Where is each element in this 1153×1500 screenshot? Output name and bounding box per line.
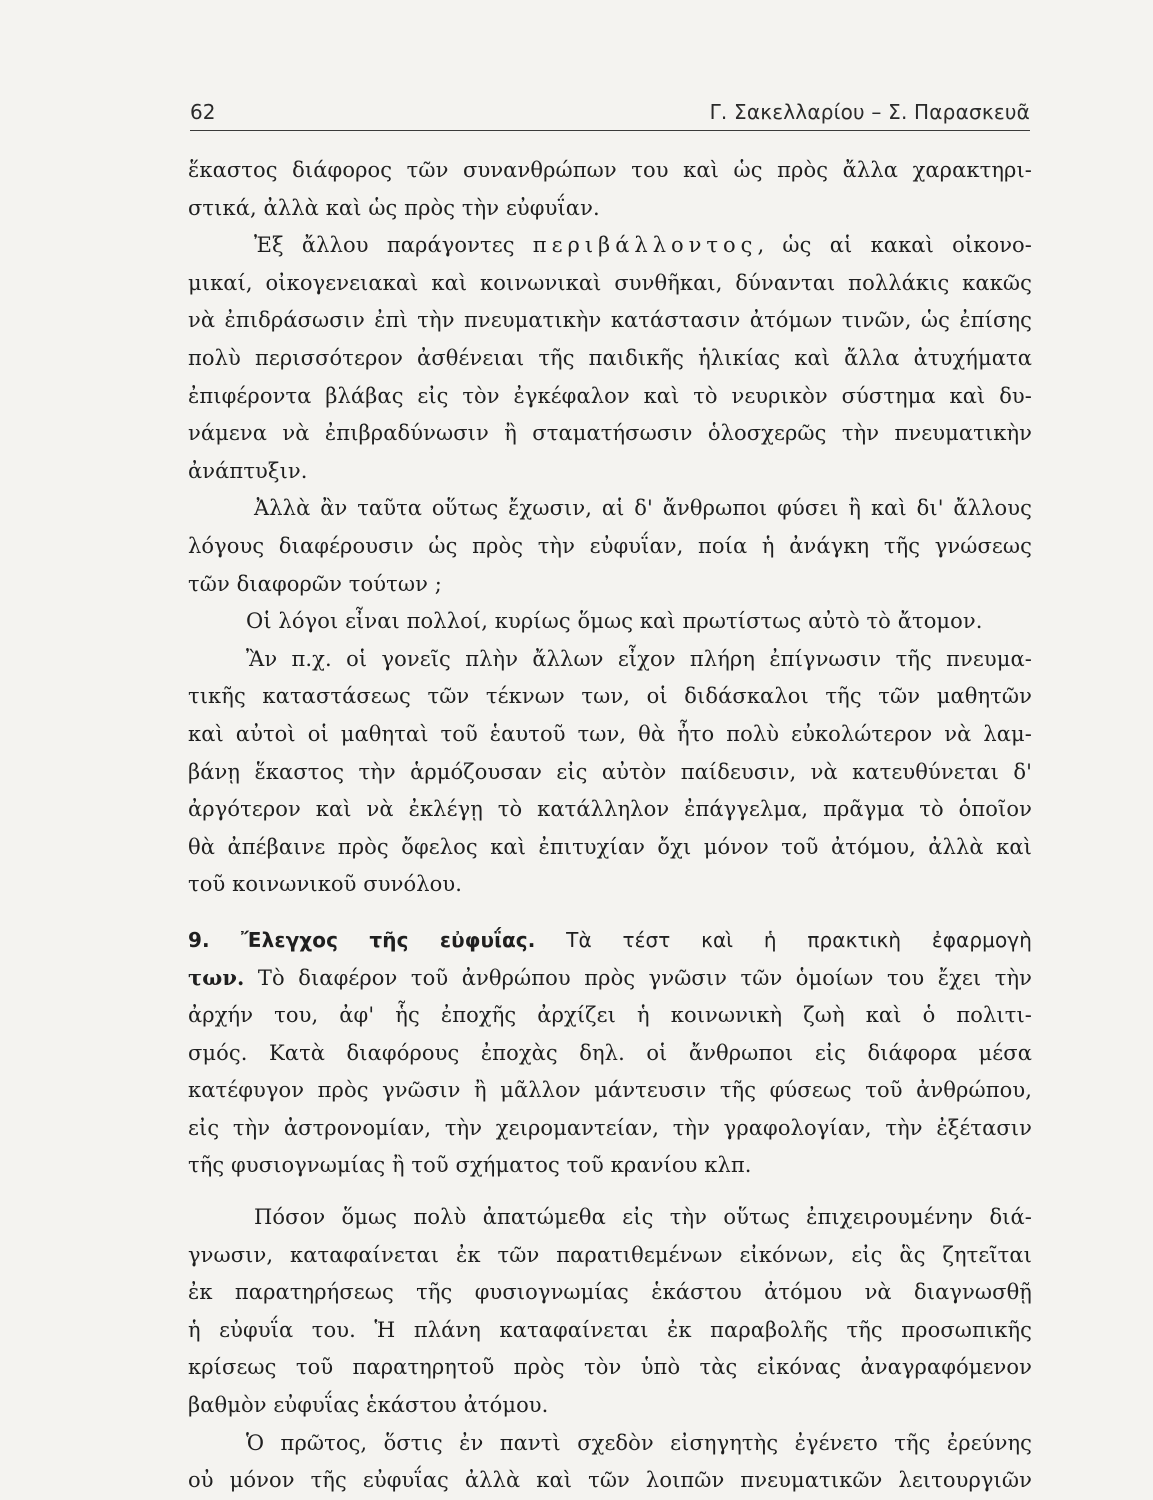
text-line: μικαί, οἰκογενειακαὶ καὶ κοινωνικαὶ συνθῆκαι, δύνανται πολλάκις κακῶς	[188, 270, 1032, 295]
text-line: ἐκ παρατηρήσεως τῆς φυσιογνωμίας ἑκάστου ἀτόμου νὰ διαγνωσθῇ	[188, 1280, 1032, 1305]
text-line: Ἂν π.χ. οἱ γονεῖς πλὴν ἄλλων εἶχον πλήρη ἐπίγνωσιν τῆς πνευμα-	[246, 646, 1032, 671]
text-line: των. Τὸ διαφέρον τοῦ ἀνθρώπου πρὸς γνῶσιν τῶν ὁμοίων του ἔχει τὴν	[188, 965, 1032, 991]
text-line: Ἐξ ἄλλου παράγοντες περιβάλλοντος, ὡς αἱ κακαὶ οἰκονο-	[254, 233, 1032, 258]
text-line: νὰ ἐπιδράσωσιν ἐπὶ τὴν πνευματικὴν κατάστασιν ἀτόμων τινῶν, ὡς ἐπίσης	[188, 308, 1032, 333]
text-line: νάμενα νὰ ἐπιβραδύνωσιν ἢ σταματήσωσιν ὁλοσχερῶς τὴν πνευματικὴν	[188, 421, 1032, 446]
spaced-term: περιβάλλοντος	[532, 233, 758, 258]
text-line: τῆς φυσιογνωμίας ἢ τοῦ σχήματος τοῦ κρανίου κλπ.	[188, 1153, 752, 1178]
text-line: Ὁ πρῶτος, ὅστις ἐν παντὶ σχεδὸν εἰσηγητὴς ἐγένετο τῆς ἐρεύνης	[246, 1430, 1032, 1455]
text-line: Οἱ λόγοι εἶναι πολλοί, κυρίως ὅμως καὶ πρωτίστως αὐτὸ τὸ ἄτομον.	[246, 609, 983, 634]
text-line: οὐ μόνον τῆς εὐφυΐας ἀλλὰ καὶ τῶν λοιπῶν πνευματικῶν λειτουργιῶν	[188, 1468, 1032, 1493]
text-line: σμός. Κατὰ διαφόρους ἐποχὰς δηλ. οἱ ἄνθρωποι εἰς διάφορα μέσα	[188, 1040, 1032, 1065]
text-line: ἀνάπτυξιν.	[188, 458, 308, 483]
text-line: κρίσεως τοῦ παρατηρητοῦ πρὸς τὸν ὑπὸ τὰς εἰκόνας ἀναγραφόμενον	[188, 1355, 1032, 1380]
text-line: ἕκαστος διάφορος τῶν συνανθρώπων του καὶ ὡς πρὸς ἄλλα χαρακτηρι-	[188, 158, 1032, 182]
text-line: γνωσιν, καταφαίνεται ἐκ τῶν παρατιθεμένων εἰκόνων, εἰς ἃς ζητεῖται	[188, 1242, 1032, 1267]
body-text	[188, 152, 1032, 1500]
section-heading-line: 9. Ἔλεγχος τῆς εὐφυΐας. Τὰ τέστ καὶ ἡ πρακτικὴ ἐφαρμογὴ	[188, 927, 1033, 952]
text-line: βαθμὸν εὐφυΐας ἑκάστου ἀτόμου.	[188, 1393, 549, 1417]
text-line: στικά, ἀλλὰ καὶ ὡς πρὸς τὴν εὐφυΐαν.	[188, 195, 600, 220]
text-line: βάνῃ ἕκαστος τὴν ἁρμόζουσαν εἰς αὐτὸν παίδευσιν, νὰ κατευθύνεται δ'	[188, 759, 1032, 784]
text-line: λόγους διαφέρουσιν ὡς πρὸς τὴν εὐφυΐαν, ποία ἡ ἀνάγκη τῆς γνώσεως	[188, 533, 1032, 558]
text-line: ἀργότερον καὶ νὰ ἐκλέγῃ τὸ κατάλληλον ἐπάγγελμα, πρᾶγμα τὸ ὁποῖον	[188, 797, 1032, 822]
text-line: τικῆς καταστάσεως τῶν τέκνων των, οἱ διδάσκαλοι τῆς τῶν μαθητῶν	[188, 684, 1032, 709]
text-line: ἐπιφέροντα βλάβας εἰς τὸν ἐγκέφαλον καὶ τὸ νευρικὸν σύστημα καὶ δυ-	[188, 383, 1032, 408]
text-line: ἀρχήν του, ἀφ' ἧς ἐποχῆς ἀρχίζει ἡ κοινωνικὴ ζωὴ καὶ ὁ πολιτι-	[188, 1003, 1032, 1028]
text-line: τοῦ κοινωνικοῦ συνόλου.	[188, 872, 463, 897]
text-line: καὶ αὐτοὶ οἱ μαθηταὶ τοῦ ἑαυτοῦ των, θὰ ἦτο πολὺ εὐκολώτερον νὰ λαμ-	[188, 721, 1032, 746]
text-line: ἡ εὐφυΐα του. Ἡ πλάνη καταφαίνεται ἐκ παραβολῆς τῆς προσωπικῆς	[188, 1317, 1032, 1342]
text-line: πολὺ περισσότερον ἀσθένειαι τῆς παιδικῆς ἡλικίας καὶ ἄλλα ἀτυχήματα	[188, 345, 1032, 370]
text-line: Πόσον ὅμως πολὺ ἀπατώμεθα εἰς τὴν οὕτως ἐπιχειρουμένην διά-	[254, 1205, 1032, 1230]
text-line: τῶν διαφορῶν τούτων ;	[188, 571, 442, 596]
text-line: θὰ ἀπέβαινε πρὸς ὄφελος καὶ ἐπιτυχίαν ὄχι μόνον τοῦ ἀτόμου, ἀλλὰ καὶ	[188, 834, 1032, 859]
section-heading: 9. Ἔλεγχος τῆς εὐφυΐας.	[188, 927, 536, 952]
running-title: Γ. Σακελλαρίου – Σ. Παρασκευᾶ	[709, 100, 1030, 124]
page-header	[190, 96, 1030, 131]
text-line: Ἀλλὰ ἂν ταῦτα οὕτως ἔχωσιν, αἱ δ' ἄνθρωποι φύσει ἢ καὶ δι' ἄλλους	[254, 496, 1032, 521]
text-line: εἰς τὴν ἀστρονομίαν, τὴν χειρομαντείαν, τὴν γραφολογίαν, τὴν ἐξέτασιν	[188, 1115, 1032, 1140]
text-line: κατέφυγον πρὸς γνῶσιν ἢ μᾶλλον μάντευσιν τῆς φύσεως τοῦ ἀνθρώπου,	[188, 1078, 1032, 1103]
page-number: 62	[190, 100, 216, 124]
